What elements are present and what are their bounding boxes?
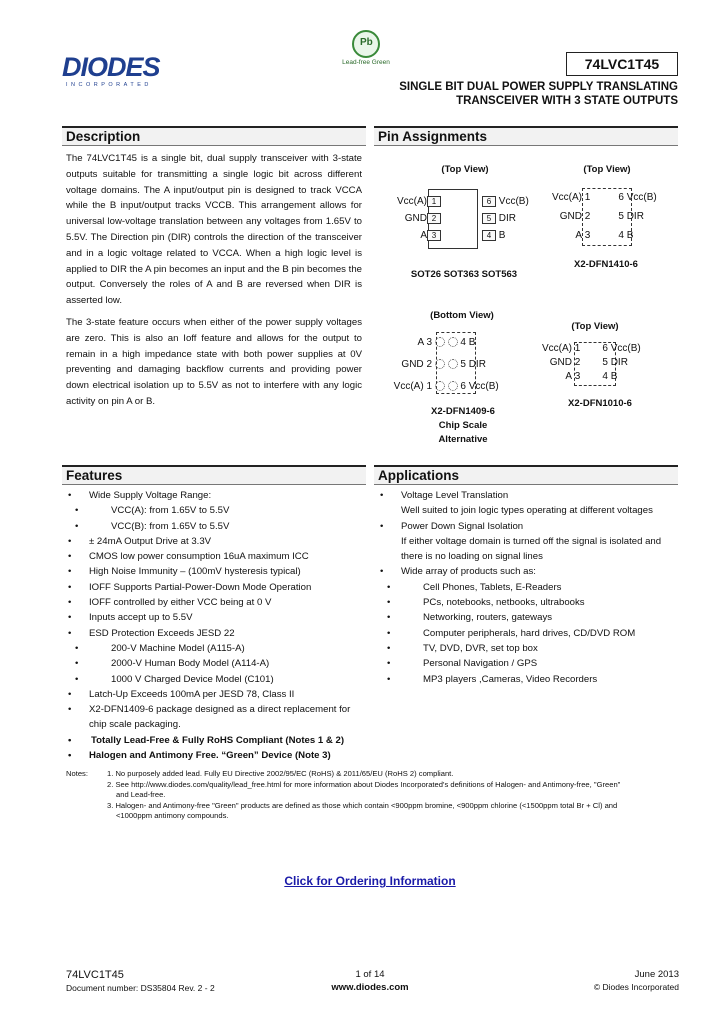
part-number-box: 74LVC1T45	[566, 52, 678, 76]
footer-part-number: 74LVC1T45	[66, 969, 124, 981]
ball-icon	[448, 337, 458, 347]
list-item: If either voltage domain is turned off the signal is isolated and	[401, 535, 662, 547]
notes-label: Notes:	[66, 769, 88, 778]
applications-list	[380, 488, 681, 687]
list-item: • Cell Phones, Tablets, E-Readers	[387, 581, 562, 593]
list-item: • VCC(A): from 1.65V to 5.5V	[75, 505, 230, 517]
list-item: • IOFF Supports Partial-Power-Down Mode Operation	[68, 581, 312, 593]
dfn1010-top-view-label: (Top View)	[571, 321, 619, 332]
list-item: • VCC(B): from 1.65V to 5.5V	[75, 520, 230, 532]
features-list	[68, 488, 369, 763]
footer-website: www.diodes.com	[331, 982, 409, 993]
description-heading: Description	[62, 126, 366, 146]
list-item: • Wide Supply Voltage Range:	[68, 490, 212, 501]
list-item: • X2-DFN1409-6 package designed as a direct replacement for	[68, 704, 351, 716]
list-item: • 200-V Machine Model (A115-A)	[75, 642, 245, 654]
dfn1010-pinout: Vcc(A) 1 6 Vcc(B) GND 2 5 DIR A 3 4 B	[524, 342, 674, 384]
list-item: • 2000-V Human Body Model (A114-A)	[75, 658, 270, 670]
list-item: • Voltage Level Translation	[380, 490, 509, 501]
pb-icon: Pb	[352, 30, 380, 58]
list-item: • Inputs accept up to 5.5V	[68, 612, 193, 624]
list-item: • CMOS low power consumption 16uA maximum ICC	[68, 551, 309, 563]
ball-icon	[435, 359, 445, 369]
list-item: • High Noise Immunity – (100mV hysteresis typical)	[68, 566, 301, 578]
list-item: • PCs, notebooks, netbooks, ultrabooks	[387, 597, 585, 609]
ball-icon	[435, 381, 445, 391]
description-para-2: The 3-state feature occurs when either of the power supply voltages are zero. This is also an Ioff feature and allows for the output to remain in a high impedance state with both power supplies at 0V preventing and damaging backflow currents and providing power down electrical isolation up to 5.5V as not to interfere with any logic activity on pin A or B.	[66, 317, 362, 407]
list-item: • Wide array of products such as:	[380, 566, 536, 578]
list-item: • Power Down Signal Isolation	[380, 520, 524, 532]
lead-free-label: Lead-free Green	[342, 59, 390, 66]
list-item: • Totally Lead-Free & Fully RoHS Compliant (Notes 1 & 2)	[68, 734, 345, 746]
dfn1410-top-view-label: (Top View)	[583, 164, 631, 175]
list-item: chip scale packaging.	[89, 719, 181, 731]
list-item: • IOFF controlled by either VCC being at 0 V	[68, 597, 272, 609]
footer-document-number: Document number: DS35804 Rev. 2 - 2	[66, 983, 215, 993]
ordering-info-link[interactable]: Click for Ordering Information	[284, 874, 456, 888]
list-item: • ± 24mA Output Drive at 3.3V	[68, 535, 212, 547]
lead-free-badge	[340, 30, 392, 70]
dfn1409-bottom-view-label: (Bottom View)	[430, 310, 494, 321]
notes-body: 1. No purposely added lead. Fully EU Directive 2002/95/EC (RoHS) & 2011/65/EU (RoHS 2) compliant. 2. See http://www.diodes.com/quality/lead_free.html for more information about Diodes Incorporated's definitions of Halogen- and Antimony-free, "Green" and Lead-free. 3. Halogen- and Antimony-free "Green" products are defined as those which contain <900ppm bromine, <900ppm chlorine (<1500ppm total Br + Cl) and <1000ppm antimony compounds.	[107, 769, 621, 820]
ordering-info-link-wrapper	[0, 874, 720, 888]
footer-page-number: 1 of 14	[355, 969, 385, 980]
pin-assignments-heading: Pin Assignments	[374, 126, 678, 146]
list-item: • Personal Navigation / GPS	[387, 658, 538, 670]
diodes-logo	[62, 50, 192, 90]
list-item: • MP3 players ,Cameras, Video Recorders	[387, 673, 598, 685]
sot-caption: SOT26 SOT363 SOT563	[410, 269, 518, 280]
list-item: • Networking, routers, gateways	[387, 612, 553, 624]
dfn1410-caption: X2-DFN1410-6	[574, 259, 638, 270]
sot-top-view-label: (Top View)	[441, 164, 489, 175]
dfn1010-caption: X2-DFN1010-6	[568, 398, 632, 409]
list-item: • 1000 V Charged Device Model (C101)	[75, 673, 274, 685]
footer-copyright: © Diodes Incorporated	[593, 982, 679, 992]
list-item: • Computer peripherals, hard drives, CD/DVD ROM	[387, 627, 636, 639]
list-item: Well suited to join logic types operating at different voltages	[401, 505, 653, 517]
applications-heading: Applications	[374, 465, 678, 485]
features-heading: Features	[62, 465, 366, 485]
list-item: there is no loading on signal lines	[401, 551, 543, 563]
list-item: • Halogen and Antimony Free. “Green” Device (Note 3)	[68, 750, 331, 762]
description-para-1: The 74LVC1T45 is a single bit, dual supply transceiver with 3-state outputs suitable for transmitting a single logic bit across different voltage domains. The A input/output pin is designed to track VCCA while the B input/output tracks VCCB. This arrangement allows for universal low-voltage translation between any voltages from 1.65V to 5.5V. The Direction pin (DIR) controls the direction of the transceiver and in a logic voltage related to VCCA. When a high logic level is applied to DIR the A pin becomes an input and the B pin becomes the output. Conversely the roles of A and B are reversed when DIR is asserted low.	[66, 153, 362, 307]
ball-icon	[435, 337, 445, 347]
footer-date: June 2013	[634, 969, 679, 980]
ball-icon	[448, 359, 458, 369]
list-item: • TV, DVD, DVR, set top box	[387, 642, 538, 654]
ball-icon	[448, 381, 458, 391]
dfn1409-pinout: A 3 4 B GND 2 5 DIR Vcc(A) 1 6 Vcc(B)	[388, 332, 538, 398]
svg-text:DIODES: DIODES	[62, 52, 160, 82]
list-item: • ESD Protection Exceeds JESD 22	[68, 627, 235, 639]
svg-text:INCORPORATED: INCORPORATED	[66, 82, 152, 88]
dfn1409-caption: X2-DFN1409-6 Chip Scale Alternative	[431, 406, 495, 445]
document-title: SINGLE BIT DUAL POWER SUPPLY TRANSLATING TRANSCEIVER WITH 3 STATE OUTPUTS	[399, 81, 678, 107]
dfn1410-pinout: Vcc(A) 1 6 Vcc(B) GND 2 5 DIR A 3 4 B	[538, 188, 688, 245]
sot-pinout: Vcc(A) 1 6 Vcc(B) GND 2 5 DIR A 3 4 B	[383, 193, 533, 244]
list-item: • Latch-Up Exceeds 100mA per JESD 78, Class II	[68, 688, 295, 700]
